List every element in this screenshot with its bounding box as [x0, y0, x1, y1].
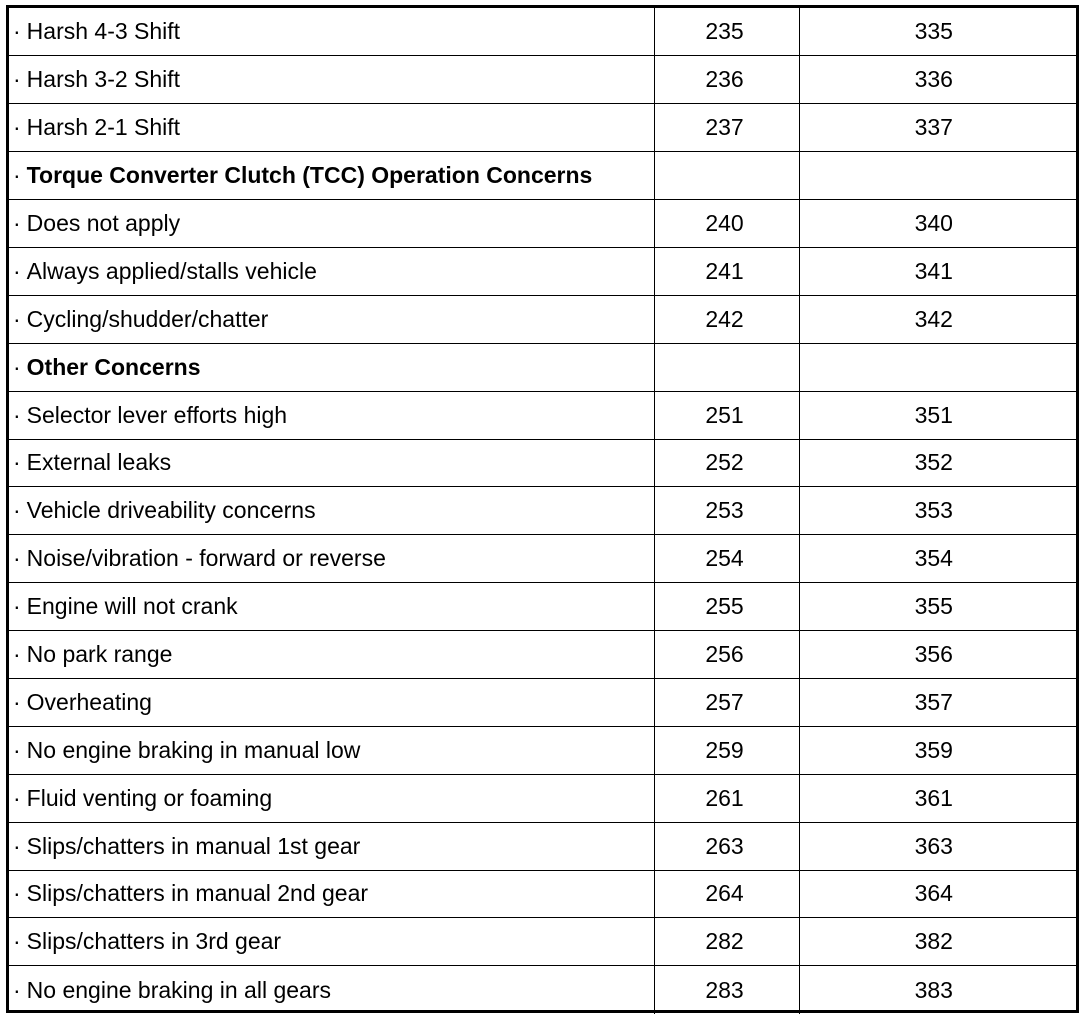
code-cell-a: 251 [654, 391, 799, 439]
code-cell-a [654, 343, 799, 391]
concern-description-cell [9, 726, 654, 774]
code-cell-a: 264 [654, 870, 799, 918]
code-cell-b: 364 [799, 870, 1076, 918]
code-cell-a: 254 [654, 535, 799, 583]
concern-description-cell [9, 918, 654, 966]
row-bullet: · [13, 353, 21, 380]
row-bullet: · [13, 880, 21, 907]
code-cell-a: 235 [654, 8, 799, 56]
table-row [9, 104, 1076, 152]
concern-description-cell [9, 295, 654, 343]
code-cell-a: 253 [654, 487, 799, 535]
section-header-label: Torque Converter Clutch (TCC) Operation Concerns [26, 162, 593, 189]
section-header-cell [9, 152, 654, 200]
concern-label: Vehicle driveability concerns [26, 497, 316, 524]
concern-description-cell [9, 870, 654, 918]
concern-description-cell [9, 247, 654, 295]
table-row [9, 726, 1076, 774]
table-row [9, 439, 1076, 487]
row-bullet: · [13, 162, 21, 189]
code-cell-a: 283 [654, 966, 799, 1014]
concern-label: No park range [26, 641, 173, 668]
concern-label: Engine will not crank [26, 593, 238, 620]
concern-label: Fluid venting or foaming [26, 784, 273, 811]
code-cell-b [799, 343, 1076, 391]
concern-description-cell [9, 535, 654, 583]
concern-description-cell [9, 631, 654, 679]
row-bullet: · [13, 928, 21, 955]
table-row [9, 966, 1076, 1014]
concern-label: Slips/chatters in 3rd gear [26, 928, 282, 955]
concern-label: External leaks [26, 449, 172, 476]
row-bullet: · [13, 688, 21, 715]
concern-label: Harsh 4-3 Shift [26, 18, 181, 45]
table-body [9, 8, 1076, 1014]
concern-label: Cycling/shudder/chatter [26, 305, 269, 332]
concern-label: Noise/vibration - forward or reverse [26, 545, 386, 572]
code-cell-b: 359 [799, 726, 1076, 774]
row-bullet: · [13, 210, 21, 236]
concern-description-cell [9, 391, 654, 439]
row-bullet: · [13, 497, 21, 524]
code-cell-b: 341 [799, 247, 1076, 295]
row-bullet: · [13, 593, 21, 620]
row-bullet: · [13, 401, 21, 428]
code-cell-b: 382 [799, 918, 1076, 966]
table-row [9, 8, 1076, 56]
code-cell-a: 263 [654, 822, 799, 870]
concern-description-cell [9, 583, 654, 631]
section-header-row [9, 152, 1076, 200]
concern-label: Does not apply [26, 210, 181, 236]
row-bullet: · [13, 832, 21, 859]
table-row [9, 870, 1076, 918]
concern-code-table-frame [6, 5, 1079, 1013]
code-cell-a: 236 [654, 56, 799, 104]
concern-description-cell [9, 822, 654, 870]
code-cell-a: 255 [654, 583, 799, 631]
code-cell-a: 237 [654, 104, 799, 152]
row-bullet: · [13, 641, 21, 668]
code-cell-b: 356 [799, 631, 1076, 679]
code-cell-b: 353 [799, 487, 1076, 535]
table-row [9, 583, 1076, 631]
concern-description-cell [9, 774, 654, 822]
code-cell-a: 252 [654, 439, 799, 487]
code-cell-b: 340 [799, 200, 1076, 248]
section-header-row [9, 343, 1076, 391]
code-cell-a: 259 [654, 726, 799, 774]
table-row [9, 631, 1076, 679]
code-cell-a: 241 [654, 247, 799, 295]
row-bullet: · [13, 449, 21, 476]
code-cell-b: 355 [799, 583, 1076, 631]
concern-description-cell [9, 966, 654, 1014]
concern-label: Overheating [26, 688, 152, 715]
concern-label: Always applied/stalls vehicle [26, 257, 317, 284]
section-header-label: Other Concerns [26, 353, 201, 380]
row-bullet: · [13, 66, 21, 93]
code-cell-b: 351 [799, 391, 1076, 439]
code-cell-b: 335 [799, 8, 1076, 56]
table-row [9, 678, 1076, 726]
concern-label: Harsh 3-2 Shift [26, 66, 181, 93]
row-bullet: · [13, 305, 21, 332]
section-header-cell [9, 343, 654, 391]
code-cell-a: 256 [654, 631, 799, 679]
table-row [9, 391, 1076, 439]
code-cell-b: 357 [799, 678, 1076, 726]
concern-description-cell [9, 678, 654, 726]
concern-code-table [9, 8, 1076, 1014]
code-cell-a: 240 [654, 200, 799, 248]
table-row [9, 822, 1076, 870]
code-cell-b: 336 [799, 56, 1076, 104]
concern-label: Selector lever efforts high [26, 401, 288, 428]
table-row [9, 918, 1076, 966]
concern-label: Harsh 2-1 Shift [26, 114, 181, 141]
code-cell-a [654, 152, 799, 200]
concern-description-cell [9, 487, 654, 535]
table-row [9, 200, 1076, 248]
row-bullet: · [13, 736, 21, 763]
table-row [9, 487, 1076, 535]
row-bullet: · [13, 545, 21, 572]
concern-description-cell [9, 439, 654, 487]
concern-label: No engine braking in manual low [26, 736, 361, 763]
concern-description-cell [9, 8, 654, 56]
table-row [9, 774, 1076, 822]
concern-label: Slips/chatters in manual 2nd gear [26, 880, 369, 907]
row-bullet: · [13, 114, 21, 141]
concern-description-cell [9, 104, 654, 152]
table-row [9, 295, 1076, 343]
code-cell-b: 361 [799, 774, 1076, 822]
concern-label: No engine braking in all gears [26, 976, 331, 1003]
table-row [9, 247, 1076, 295]
concern-description-cell [9, 56, 654, 104]
code-cell-a: 282 [654, 918, 799, 966]
code-cell-b [799, 152, 1076, 200]
concern-description-cell [9, 200, 654, 248]
code-cell-a: 242 [654, 295, 799, 343]
code-cell-b: 342 [799, 295, 1076, 343]
table-row [9, 56, 1076, 104]
row-bullet: · [13, 784, 21, 811]
code-cell-a: 257 [654, 678, 799, 726]
code-cell-b: 354 [799, 535, 1076, 583]
row-bullet: · [13, 257, 21, 284]
code-cell-b: 363 [799, 822, 1076, 870]
concern-label: Slips/chatters in manual 1st gear [26, 832, 361, 859]
code-cell-b: 383 [799, 966, 1076, 1014]
code-cell-a: 261 [654, 774, 799, 822]
code-cell-b: 352 [799, 439, 1076, 487]
code-cell-b: 337 [799, 104, 1076, 152]
row-bullet: · [13, 18, 21, 45]
table-row [9, 535, 1076, 583]
row-bullet: · [13, 976, 21, 1003]
